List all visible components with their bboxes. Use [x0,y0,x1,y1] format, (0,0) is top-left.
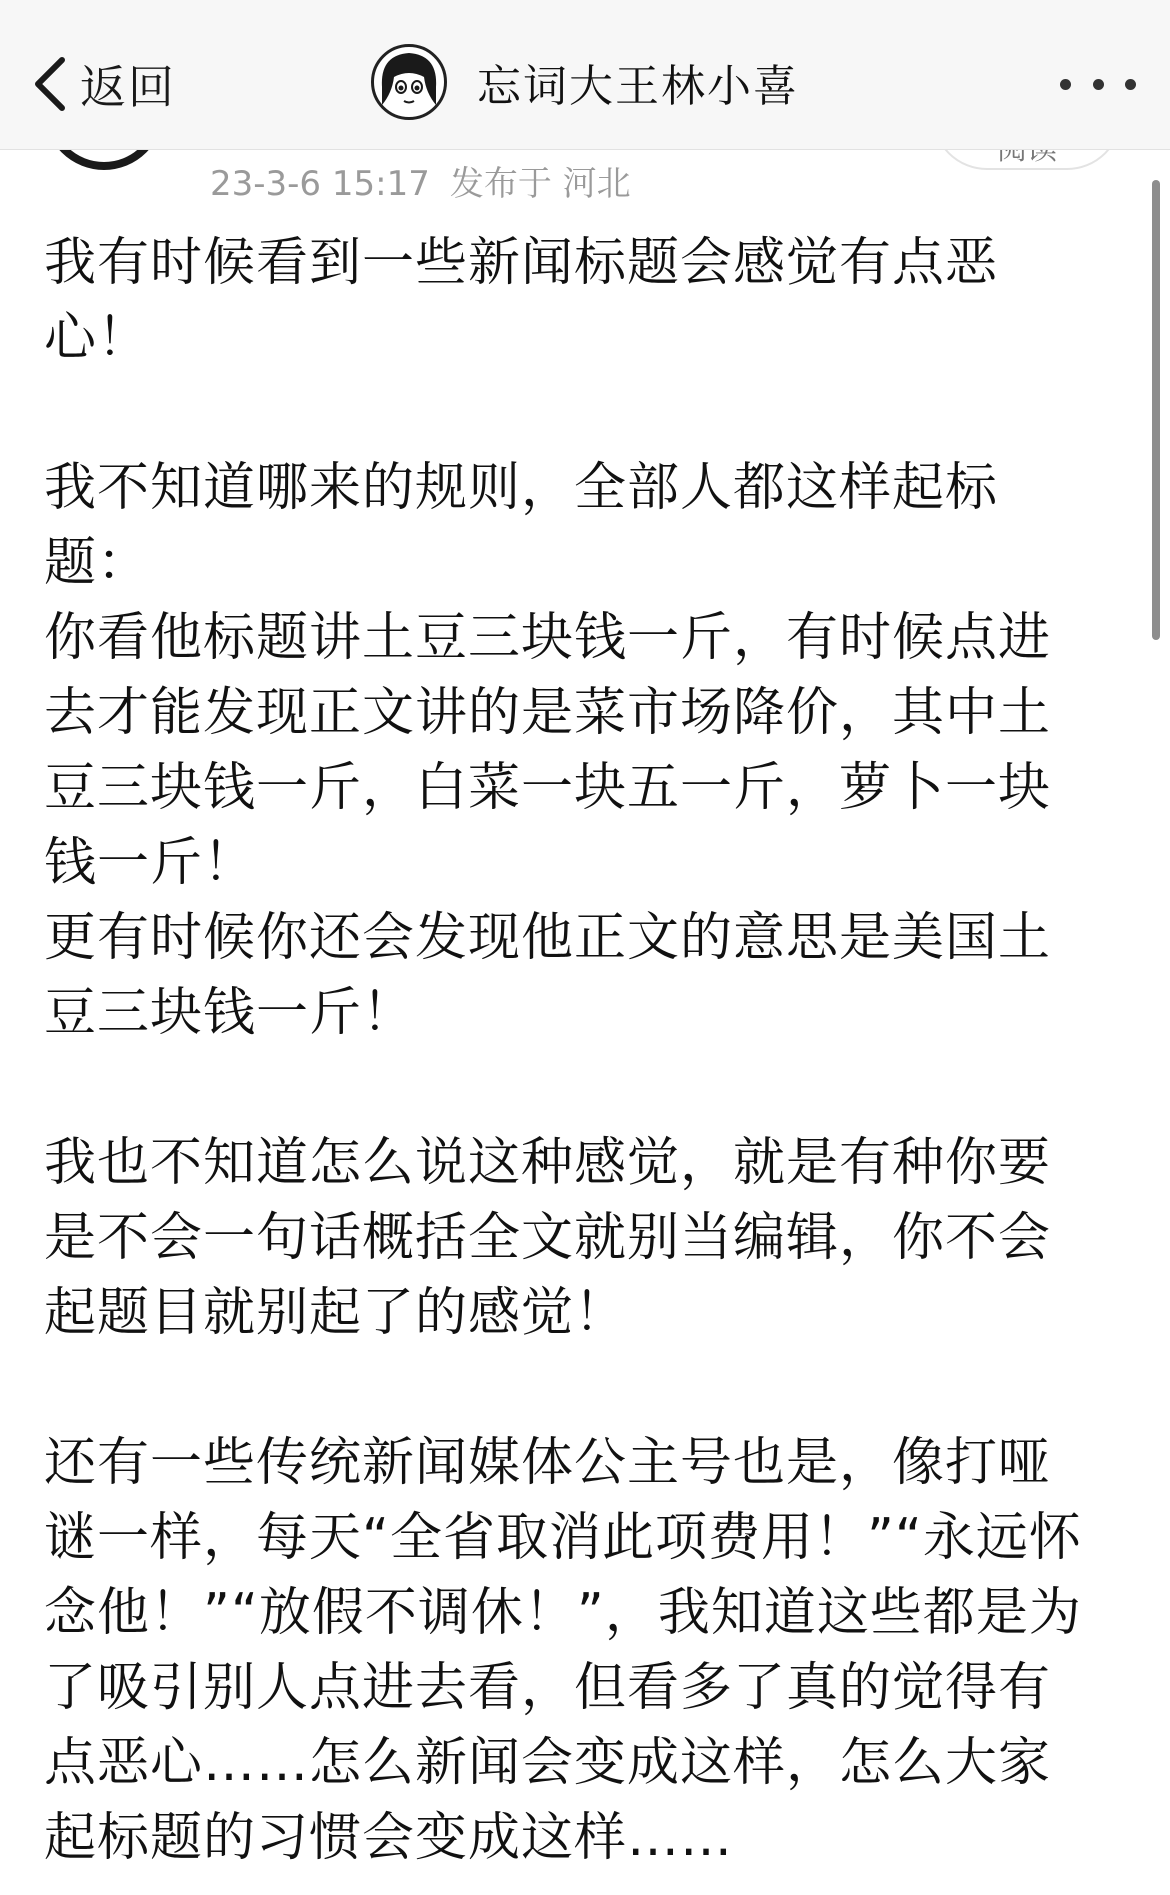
post-body [44,226,1104,1876]
post-timestamp: 23-3-6 15:17 [210,164,430,204]
text-line: 起题目就别起了的感觉！ [44,1283,628,1343]
text-line: 起标题的习惯会变成这样…… [44,1808,734,1868]
scrollbar[interactable] [1152,180,1160,640]
text-line: 豆三块钱一斤！ [44,983,416,1043]
text-line: 豆三块钱一斤，白菜一块五一斤，萝卜一块 [44,758,1052,818]
back-label: 返回 [80,60,176,114]
paragraph [44,1126,1104,1351]
text-line: 去才能发现正文讲的是菜市场降价，其中土 [44,683,1052,743]
text-line: 念他！”“放假不调休！”，我知道这些都是为 [44,1583,1082,1643]
text-line: 了吸引别人点进去看，但看多了真的觉得有 [44,1658,1052,1718]
text-line: 点恶心……怎么新闻会变成这样，怎么大家 [44,1733,1052,1793]
text-line: 我也不知道怎么说这种感觉，就是有种你要 [44,1133,1052,1193]
text-line: 钱一斤！ [44,833,257,893]
paragraph [44,226,1104,376]
post-meta [210,156,631,205]
nav-title: 忘词大王林小喜 [477,61,799,112]
text-line: 心！ [44,308,151,368]
paragraph [44,1426,1104,1876]
text-line: 谜一样，每天“全省取消此项费用！”“永远怀 [44,1508,1082,1568]
text-line: 我有时候看到一些新闻标题会感觉有点恶 [44,233,999,293]
text-line: 我不知道哪来的规则，全部人都这样起标 [44,458,999,518]
nav-title-group[interactable] [0,44,1170,120]
text-line: 题： [44,533,151,593]
text-line: 是不会一句话概括全文就别当编辑，你不会 [44,1208,1052,1268]
text-line: 你看他标题讲土豆三块钱一斤，有时候点进 [44,608,1052,668]
post-location: 发布于 河北 [449,164,631,204]
text-line: 还有一些传统新闻媒体公主号也是，像打哑 [44,1433,1052,1493]
more-dots-icon [1060,79,1071,90]
paragraph [44,451,1104,1051]
author-avatar-small[interactable] [371,44,447,120]
top-nav-bar [0,0,1170,150]
more-options-button[interactable] [1060,64,1136,104]
text-line: 更有时候你还会发现他正文的意思是美国土 [44,908,1052,968]
